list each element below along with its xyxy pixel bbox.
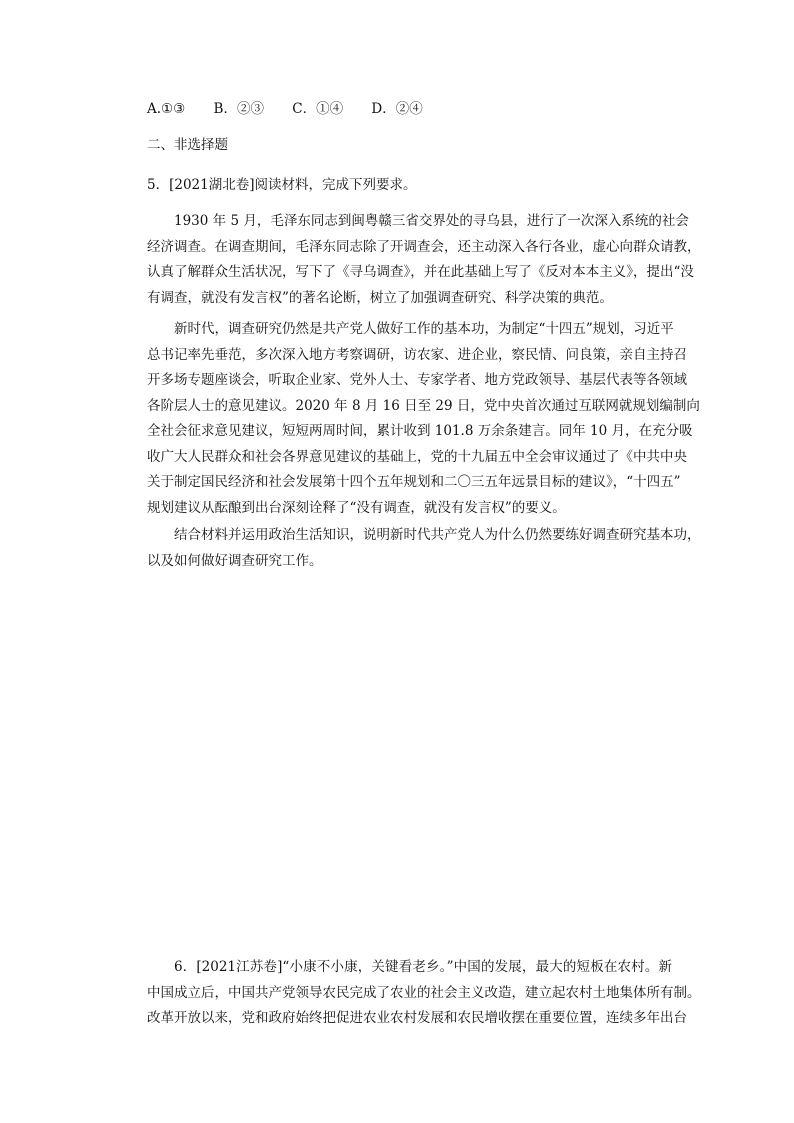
text-line: 全社会征求意见建议，短短两周时间，累计收到 101.8 万余条建言。同年 10 月，在充分吸 [147,423,693,439]
text-line: 中国成立后，中国共产党领导农民完成了农业的社会主义改造，建立起农村土地集体所有制。 [147,984,701,1001]
text-line: 新时代，调查研究仍然是共产党人做好工作的基本功，为制定“十四五”规划，习近平 [174,321,674,337]
text-line: 认真了解群众生活状况，写下了《寻乌调查》，并在此基础上写了《反对本本主义》，提出“没 [147,264,694,280]
option-c: C．①④ [292,101,344,117]
text-line: 收广大人民群众和社会各界意见建议的基础上，党的十九届五中全会审议通过了《中共中央 [147,448,687,465]
option-d: D．②④ [371,101,423,117]
text-line: 结合材料并运用政治生活知识，说明新时代共产党人为什么仍然要练好调查研究基本功， [174,527,701,543]
question-5-header: 5．[2021湖北卷]阅读材料，完成下列要求。 [147,177,417,193]
question-5-material-paragraph-1 [147,209,701,311]
text-line: 规划建议从酝酿到出台深刻诠释了“没有调查，就没有发言权”的要义。 [147,499,566,516]
text-line: 各阶层人士的意见建议。2020 年 8 月 16 日至 29 日，党中央首次通过互联网就规划编制向 [147,397,700,414]
question-5-prompt [147,523,701,574]
option-b: B．②③ [213,101,264,117]
text-line: 6．[2021江苏卷]“小康不小康，关键看老乡。”中国的发展，最大的短板在农村。新 [174,959,672,975]
text-line: 改革开放以来，党和政府始终把促进农业农村发展和农民增收摆在重要位置，连续多年出台 [147,1010,687,1026]
text-line: 以及如何做好调查研究工作。 [147,552,323,569]
text-line: 关于制定国民经济和社会发展第十四个五年规划和二〇三五年远景目标的建议》，“十四五” [147,474,681,490]
text-line: 经济调查。在调查期间，毛泽东同志除了开调查会，还主动深入各行各业，虚心向群众请教， [147,238,701,255]
text-line: 总书记率先垂范，多次深入地方考察调研，访农家、进企业，察民情、问良策，亲自主持召 [147,346,687,363]
section-title: 二、非选择题 [147,137,228,153]
text-line: 1930 年 5 月，毛泽东同志到闽粤赣三省交界处的寻乌县，进行了一次深入系统的社会 [174,213,689,229]
question-6-paragraph [147,955,701,1032]
text-line: 开多场专题座谈会，听取企业家、党外人士、专家学者、地方党政领导、基层代表等各领域 [147,372,687,388]
text-line: 有调查，就没有发言权”的著名论断，树立了加强调查研究、科学决策的典范。 [147,289,613,306]
answer-options [147,100,447,118]
question-5-material-paragraph-2 [147,317,700,521]
option-a: A.①③ [147,101,186,117]
